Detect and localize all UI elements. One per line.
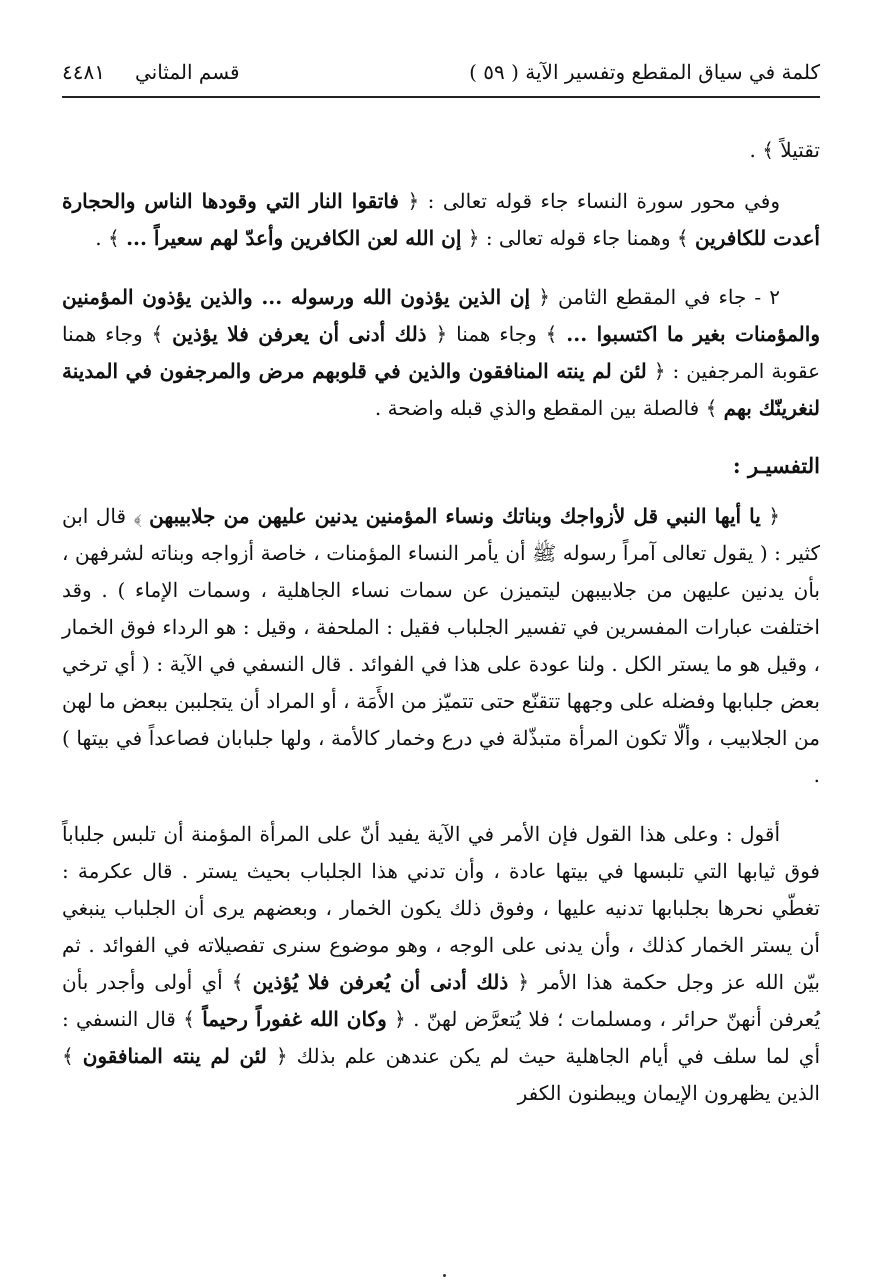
paragraph-2 [62, 183, 820, 257]
footer-dot [443, 1274, 446, 1277]
text-run: ﴾ وهمنا جاء قوله تعالى : ﴿ [461, 226, 695, 250]
text-run: أقول : وعلى هذا القول فإن الأمر في الآية يفيد أنّ على المرأة المؤمنة أن تلبس جلباباً فوق ثيابها التي تلبسها في بيتها عادة ، وأن تدني هذا الجلباب بحيث يستر . قال عكرمة : تغطّي نحرها بجلبابها تدنيه عليها ، وفوق ذلك يكون الخمار ، وبعضهم يرى أن الجلباب ينبغي أن يستر الخمار كذلك ، وأن يدنى على الوجه ، وهو موضوع سنرى تفصيلاته في الفوائد . ثم بيّن الله عز وجل حكمة هذا الأمر ﴿ [62, 822, 820, 994]
quran-quote: وكان الله غفوراً رحيماً [202, 1007, 387, 1031]
page-body [62, 132, 820, 1112]
quran-quote: ذلك أدنى أن يُعرفن فلا يُؤذين [252, 970, 509, 994]
quran-quote: ذلك أدنى أن يعرفن فلا يؤذين [172, 322, 427, 346]
text-run: ٢ - جاء في المقطع الثامن ﴿ [530, 285, 781, 309]
text-run: ﴾ وجاء همنا عقوبة المرجفين : ﴿ [62, 322, 820, 383]
text-run: ﴾ . [95, 226, 127, 250]
quran-quote: إن الذين يؤذون الله ورسوله ... والذين يؤذون المؤمنين والمؤمنات بغير ما اكتسبوا ... [62, 285, 820, 346]
section-name: قسم المثاني [134, 60, 240, 84]
quran-quote: إن الله لعن الكافرين وأعدّ لهم سعيراً ... [126, 226, 462, 250]
text-run: ﴾ وجاء همنا ﴿ [426, 322, 567, 346]
paragraph-5 [62, 816, 820, 1112]
text-run: ﴾ أي أولى وأجدر بأن يُعرفن أنهنّ حرائر ، ومسلمات ؛ فلا يُتعرَّض لهنّ . ﴿ [62, 970, 821, 1031]
paragraph-4 [62, 498, 820, 794]
page-header [62, 52, 820, 92]
text-run: ﴾ قال ابن كثير : ( يقول تعالى آمراً رسوله ﷺ أن يأمر النساء المؤمنات ، خاصة أزواجه وبناته لشرفهن ، بأن يدنين عليهن من جلابيبهن ليتميزن عن سمات نساء الجاهلية ، وسمات الإماء ) . وقد اختلفت عبارات المفسرين في تفسير الجلباب فقيل : الملحفة ، وقيل : هو الرداء فوق الخمار ، وقيل هو ما يستر الكل . ولنا عودة على هذا في الفوائد . قال النسفي في الآية : ( أي ترخي بعض جلبابها وفضله على وجهها تتقنّع حتى تتميّز من الأَمَة ، أو المراد أن يتجلببن ببعض ما لهن من الجلابيب ، وألّا تكون المرأة متبذّلة في درع وخمار كالأمة ، ولها جلبابان فصاعداً في بيتها ) . [62, 504, 820, 787]
quran-quote: لئن لم ينته المنافقون [82, 1044, 267, 1068]
section-heading: التفسيـر : [732, 453, 820, 478]
page-number: ٤٤٨١ [62, 60, 105, 84]
text-run: وفي محور سورة النساء جاء قوله تعالى : ﴿ [399, 189, 780, 213]
text-run: ﴾ قال النسفي : أي لما سلف في أيام الجاهلية حيث لم يكن عندهن علم بذلك ﴿ [62, 1007, 821, 1068]
quran-quote: لئن لم ينته المنافقون والذين في قلوبهم مرض والمرجفون في المدينة لنغرينّك بهم [62, 359, 820, 420]
quran-quote: يا أيها النبي قل لأزواجك وبناتك ونساء المؤمنين يدنين عليهن من جلابيبهن [149, 504, 761, 528]
quran-quote: فاتقوا النار التي وقودها الناس والحجارة أعدت للكافرين [62, 189, 820, 250]
text-run: ﴿ [760, 504, 781, 528]
header-left [62, 60, 240, 84]
paragraph-3 [62, 279, 820, 427]
text-run: ﴾ فالصلة بين المقطع والذي قبله واضحة . [374, 396, 724, 420]
text-run: ﴾ الذين يظهرون الإيمان ويبطنون الكفر [62, 1044, 820, 1105]
paragraph-1: تقتيلاً ﴾ . [749, 138, 820, 162]
running-title: كلمة في سياق المقطع وتفسير الآية ( ٥٩ ) [469, 60, 820, 84]
header-rule [62, 96, 820, 98]
book-page [62, 52, 820, 1245]
